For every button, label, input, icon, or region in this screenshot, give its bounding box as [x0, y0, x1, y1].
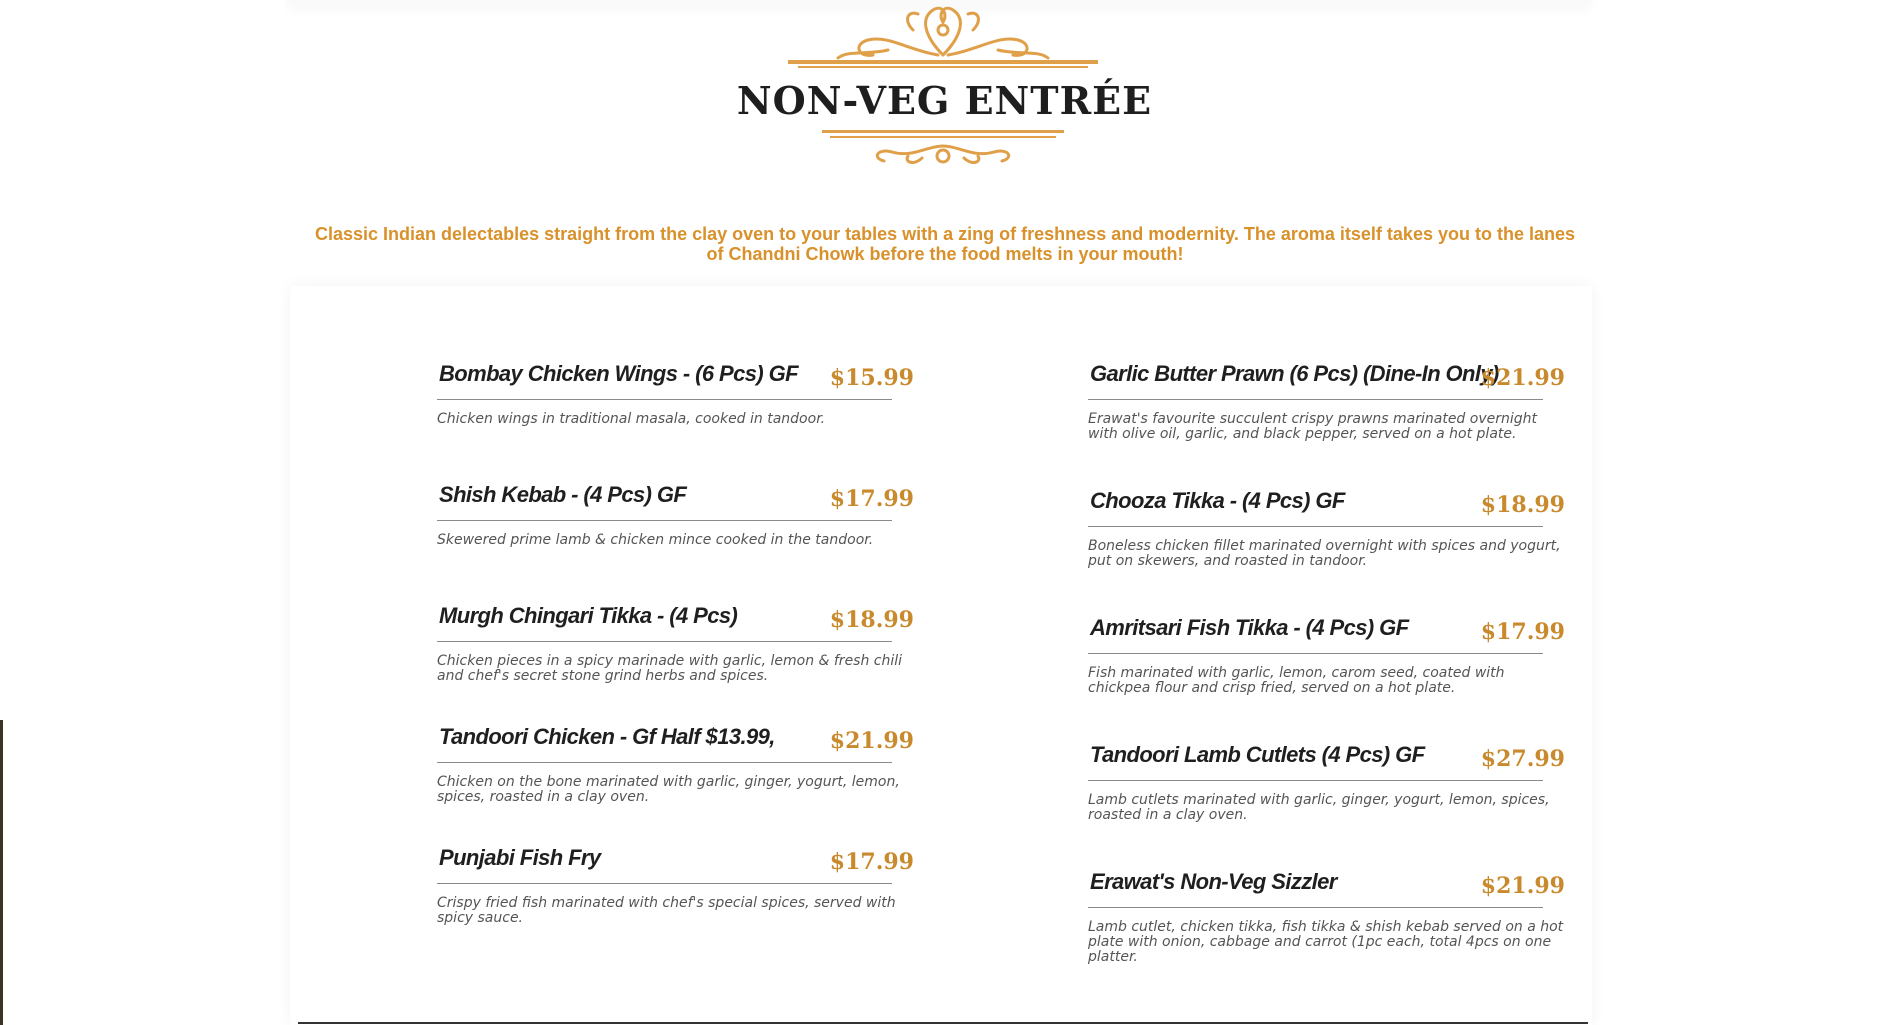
menu-item-price: $17.99	[829, 849, 914, 875]
page-title: NON-VEG ENTRÉE	[736, 78, 1153, 123]
menu-item-header	[437, 478, 914, 521]
menu-item-price: $17.99	[829, 486, 914, 512]
menu-item-description: Chicken pieces in a spicy marinade with garlic, lemon & fresh chili and chef's secret stone grind herbs and spices.	[437, 653, 903, 684]
menu-item-name: Garlic Butter Prawn (6 Pcs) (Dine-In Only)	[1090, 361, 1499, 386]
menu-item	[1088, 357, 1568, 484]
menu-item-header	[1088, 865, 1565, 908]
menu-item-header	[437, 599, 914, 642]
menu-item-header	[437, 720, 914, 763]
menu-item-price: $21.99	[1480, 873, 1565, 899]
menu-item-price: $27.99	[1480, 746, 1565, 772]
menu-column-left	[437, 357, 917, 962]
menu-item-name: Bombay Chicken Wings - (6 Pcs) GF	[439, 361, 798, 386]
menu-item	[437, 599, 917, 720]
menu-item-header	[1088, 357, 1565, 400]
menu-item	[437, 357, 917, 478]
menu-item	[437, 478, 917, 599]
menu-item-name: Tandoori Chicken - Gf Half $13.99,	[439, 724, 775, 749]
menu-item-name: Amritsari Fish Tikka - (4 Pcs) GF	[1090, 615, 1409, 640]
menu-item-description: Chicken wings in traditional masala, cooked in tandoor.	[437, 411, 826, 427]
menu-item-description: Skewered prime lamb & chicken mince cooked in the tandoor.	[437, 532, 874, 548]
menu-item-price: $18.99	[1480, 492, 1565, 518]
menu-item	[1088, 865, 1568, 992]
menu-item-name: Murgh Chingari Tikka - (4 Pcs)	[439, 603, 738, 628]
menu-item-description: Chicken on the bone marinated with garlic, ginger, yogurt, lemon, spices, roasted in a clay oven.	[437, 774, 900, 805]
menu-item-description: Lamb cutlet, chicken tikka, fish tikka & shish kebab served on a hot plate with onion, cabbage and carrot (1pc each, total 4pcs on one platter.	[1088, 919, 1564, 965]
section-divider	[298, 1022, 1588, 1024]
menu-column-right	[1088, 357, 1568, 992]
intro-text: Classic Indian delectables straight from the clay oven to your tables with a zing of freshness and modernity. The aroma itself takes you to the lanes of Chandni Chowk before the food melts in your mouth!	[315, 224, 1575, 264]
menu-item-name: Shish Kebab - (4 Pcs) GF	[439, 482, 687, 507]
menu-item-name: Tandoori Lamb Cutlets (4 Pcs) GF	[1090, 742, 1425, 767]
menu-item-description: Fish marinated with garlic, lemon, carom seed, coated with chickpea flour and crisp fried, served on a hot plate.	[1088, 665, 1505, 696]
menu-item-price: $21.99	[829, 728, 914, 754]
menu-item-price: $17.99	[1480, 619, 1565, 645]
menu-item-header	[437, 841, 914, 884]
left-edge-image	[0, 720, 3, 1025]
menu-item	[437, 720, 917, 841]
menu-item-description: Crispy fried fish marinated with chef's special spices, served with spicy sauce.	[437, 895, 896, 926]
ornament-bottom-icon	[822, 128, 1064, 170]
menu-item-price: $21.99	[1480, 365, 1565, 391]
ornament-top-icon	[788, 0, 1098, 70]
menu-item-name: Punjabi Fish Fry	[439, 845, 601, 870]
menu-item-description: Erawat's favourite succulent crispy prawns marinated overnight with olive oil, garlic, and black pepper, served on a hot plate.	[1088, 411, 1538, 442]
menu-item-description: Boneless chicken fillet marinated overnight with spices and yogurt, put on skewers, and roasted in tandoor.	[1088, 538, 1561, 569]
menu-item-price: $15.99	[829, 365, 914, 391]
menu-item-header	[1088, 484, 1565, 527]
menu-item-header	[1088, 611, 1565, 654]
menu-item	[437, 841, 917, 962]
menu-item-price: $18.99	[829, 607, 914, 633]
menu-item-header	[1088, 738, 1565, 781]
menu-item	[1088, 738, 1568, 865]
menu-item-name: Chooza Tikka - (4 Pcs) GF	[1090, 488, 1345, 513]
menu-item	[1088, 611, 1568, 738]
menu-item	[1088, 484, 1568, 611]
menu-item-header	[437, 357, 914, 400]
menu-item-description: Lamb cutlets marinated with garlic, ginger, yogurt, lemon, spices, roasted in a clay oven.	[1088, 792, 1550, 823]
menu-item-name: Erawat's Non-Veg Sizzler	[1090, 869, 1337, 894]
